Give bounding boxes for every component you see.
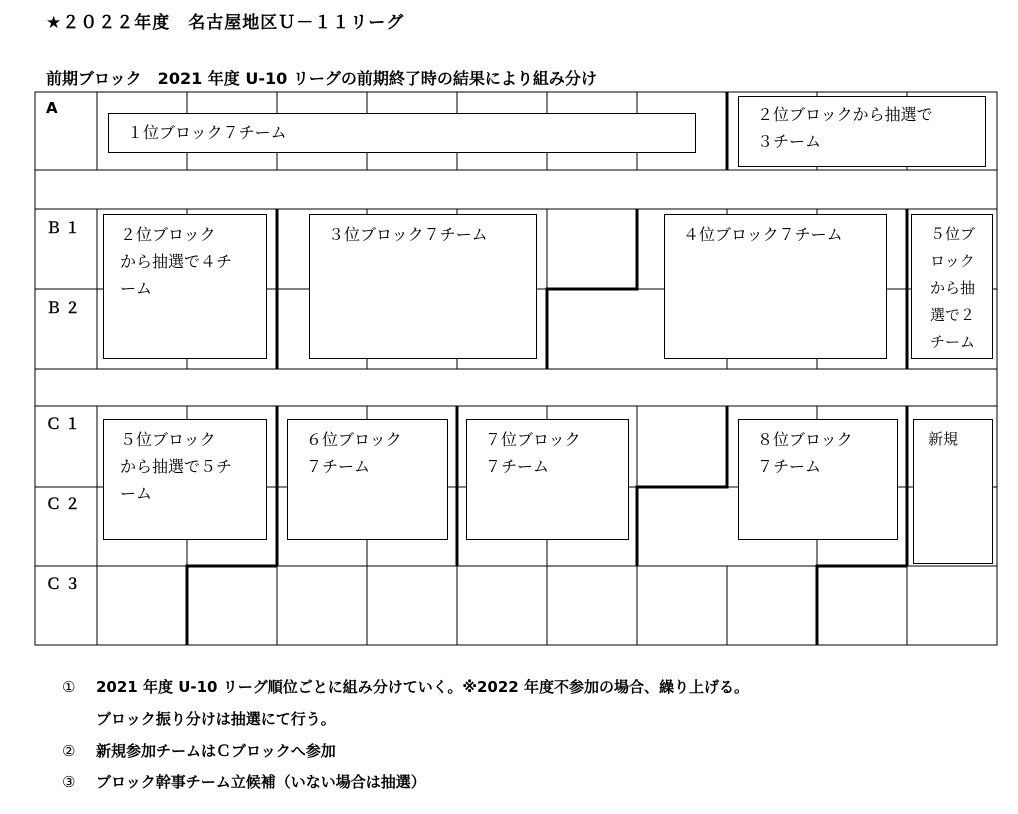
box-text: ５位ブロック	[120, 430, 216, 449]
note-text: 新規参加チームはＣブロックへ参加	[96, 742, 336, 760]
block-box-c-2	[287, 419, 448, 540]
box-text: ６位ブロック	[306, 430, 402, 449]
box-text: ２位ブロック	[120, 225, 216, 244]
box-text: ７チーム	[485, 457, 550, 476]
note-marker: ①	[62, 678, 76, 696]
box-text: ７位ブロック	[485, 430, 581, 449]
note-1-continued	[62, 708, 336, 729]
note-marker: ③	[62, 773, 76, 791]
block-box-c-3	[466, 419, 629, 540]
note-text: ブロック幹事チーム立候補（いない場合は抽選）	[96, 773, 426, 791]
row-label-a: A	[46, 99, 62, 117]
note-marker: ②	[62, 742, 76, 760]
page-subtitle: 前期ブロック 2021 年度 U-10 リーグの前期終了時の結果により組み分け	[46, 69, 597, 88]
box-text: ロック	[930, 252, 975, 270]
block-box-a-side	[738, 96, 986, 167]
box-text: から抽	[930, 279, 976, 297]
block-box-c-4	[738, 419, 898, 540]
block-box-b-4	[911, 214, 993, 359]
box-text: ８位ブロック	[757, 430, 853, 449]
note-3	[62, 771, 426, 792]
box-text: ーム	[120, 484, 153, 503]
block-box-b-1	[103, 214, 267, 359]
row-label-c3: Ｃ３	[46, 575, 85, 593]
box-text: ３チーム	[757, 132, 822, 151]
box-text: ４位ブロック７チーム	[683, 225, 843, 244]
box-text: ーム	[120, 279, 153, 298]
box-text: １位ブロック７チーム	[127, 123, 287, 142]
note-text: ブロック振り分けは抽選にて行う。	[96, 710, 336, 728]
note-2	[62, 740, 336, 761]
box-text: ３位ブロック７チーム	[328, 225, 488, 244]
row-label-b2: Ｂ２	[46, 299, 85, 317]
box-text: から抽選で５チ	[120, 457, 233, 476]
box-text: 新規	[928, 430, 959, 448]
row-label-c1: Ｃ１	[46, 415, 85, 433]
row-label-b1: Ｂ１	[46, 219, 85, 237]
block-box-b-3	[664, 214, 887, 359]
box-text: 選で２	[930, 306, 976, 324]
block-box-c-5	[913, 419, 993, 564]
box-text: ７チーム	[306, 457, 371, 476]
box-text: ２位ブロックから抽選で	[757, 105, 933, 124]
block-box-b-2	[309, 214, 537, 359]
note-text: 2021 年度 U-10 リーグ順位ごとに組み分けていく。※2022 年度不参加の場合、繰り上げる。	[96, 678, 749, 696]
box-text: ７チーム	[757, 457, 822, 476]
box-text: チーム	[930, 333, 976, 351]
box-text: から抽選で４チ	[120, 252, 233, 271]
page-title: ★２０２２年度 名古屋地区Ｕ－１１リーグ	[46, 13, 405, 33]
block-box-c-1	[103, 419, 267, 540]
row-label-c2: Ｃ２	[46, 495, 85, 513]
box-text: ５位ブ	[930, 225, 976, 243]
block-box-a-main	[108, 113, 696, 153]
note-1	[62, 676, 749, 697]
